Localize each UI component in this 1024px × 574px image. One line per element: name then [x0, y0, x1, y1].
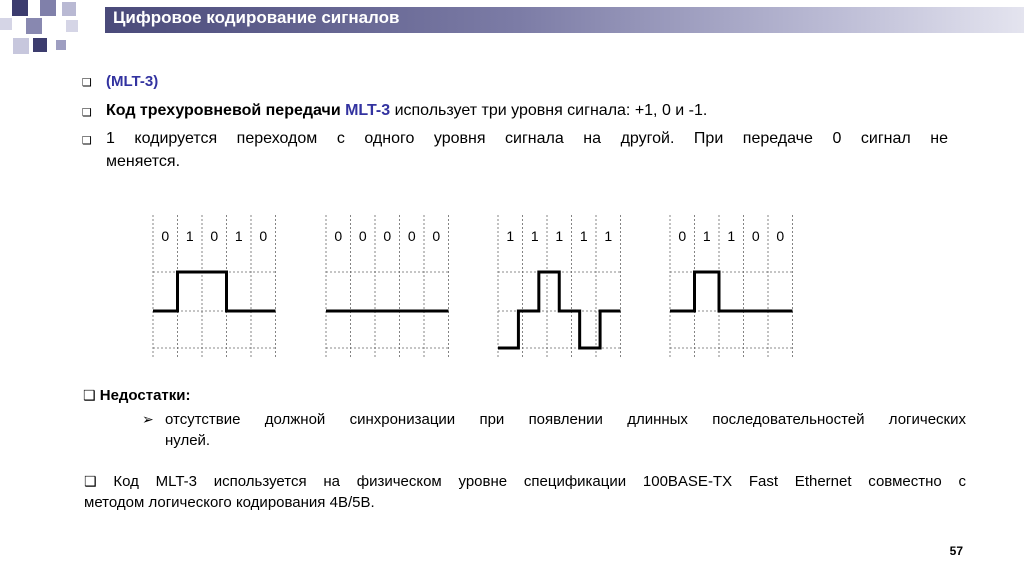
drawback-item-line1: отсутствие должной синхронизации при появлении длинных последовательностей логических: [165, 411, 966, 428]
bit-label: 1: [506, 228, 515, 244]
bit-label: 0: [407, 228, 416, 244]
bullet-marker: ❑: [82, 134, 92, 147]
slide-title: Цифровое кодирование сигналов: [113, 8, 400, 27]
drawbacks-heading: [83, 385, 191, 407]
bit-label: 0: [358, 228, 367, 244]
bit-label: 1: [702, 228, 711, 244]
bit-label: 1: [604, 228, 613, 244]
bit-label: 1: [234, 228, 243, 244]
arrow-bullet-icon: ➢: [142, 412, 154, 428]
bit-label: 0: [751, 228, 760, 244]
bit-label: 0: [678, 228, 687, 244]
signal-waveform: [670, 272, 793, 311]
bullet-bold-text: Код трехуровневой передачи: [106, 102, 346, 119]
bit-label: 0: [776, 228, 785, 244]
bit-label: 0: [210, 228, 219, 244]
drawbacks-heading-text: Недостатки:: [99, 387, 191, 404]
mlt3-highlight: MLT-3: [345, 102, 391, 119]
signal-waveform: [153, 272, 276, 311]
bit-label: 1: [185, 228, 194, 244]
bullet-marker: ❑: [84, 474, 97, 490]
bit-label: 0: [161, 228, 170, 244]
bit-label: 1: [727, 228, 736, 244]
note-line1-text: Код MLT-3 используется на физическом уровне спецификации 100BASE-TX Fast Ethernet совместно с: [113, 473, 967, 490]
bullet-text: использует три уровня сигнала: +1, 0 и -1.: [390, 102, 708, 119]
bullet-marker: ❑: [82, 76, 92, 89]
bullet-marker: ❑: [83, 388, 96, 404]
bit-label: 1: [579, 228, 588, 244]
bit-label: 0: [383, 228, 392, 244]
note-line1: [84, 471, 966, 493]
bullet-encoding-rule-line1: 1 кодируется переходом с одного уровня сигнала на другой. При передаче 0 сигнал не: [106, 130, 948, 147]
bit-label: 0: [334, 228, 343, 244]
bit-label: 1: [555, 228, 564, 244]
bullet-marker: ❑: [82, 106, 92, 119]
drawback-item-line2: нулей.: [165, 432, 211, 449]
page-number: 57: [949, 544, 963, 558]
note-line2: методом логического кодирования 4B/5B.: [84, 494, 375, 511]
bullet-mlt3-heading: (MLT-3): [106, 73, 159, 90]
bit-label: 1: [530, 228, 539, 244]
bit-label: 0: [259, 228, 268, 244]
bullet-encoding-rule-line2: меняется.: [106, 153, 181, 170]
bit-label: 0: [432, 228, 441, 244]
signal-waveform: [498, 272, 621, 348]
